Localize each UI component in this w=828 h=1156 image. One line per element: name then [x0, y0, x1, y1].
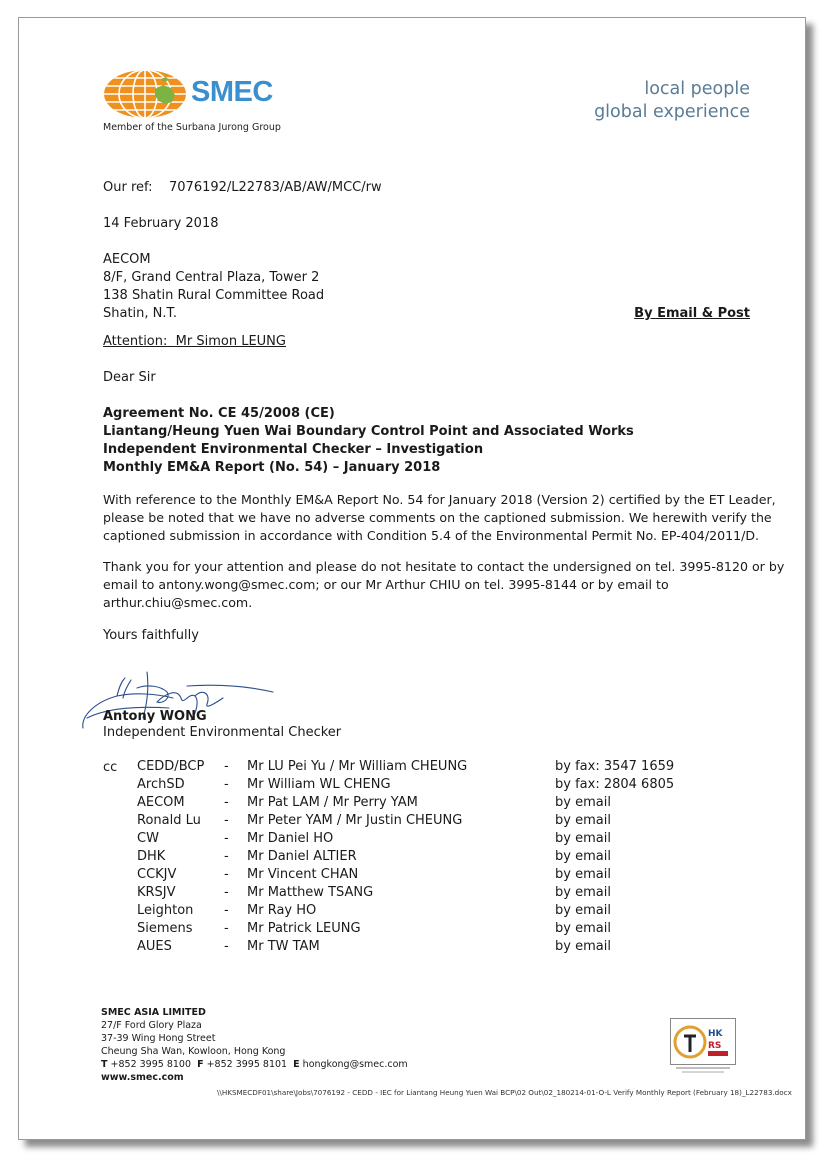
our-ref [103, 179, 382, 197]
subject-block [103, 405, 634, 477]
tagline [490, 78, 750, 124]
cc-dash: - [224, 759, 229, 774]
cc-row [103, 867, 803, 885]
footer-address-line: Cheung Sha Wan, Kowloon, Hong Kong [101, 1046, 286, 1057]
subject-line: Liantang/Heung Yuen Wai Boundary Control Point and Associated Works [103, 424, 634, 439]
attention-name: Mr Simon LEUNG [175, 334, 286, 349]
subject-line: Monthly EM&A Report (No. 54) – January 2018 [103, 460, 441, 475]
signer-title: Independent Environmental Checker [103, 725, 342, 740]
cc-org: AECOM [137, 795, 185, 810]
cc-row [103, 759, 803, 777]
paragraph-line: email to antony.wong@smec.com; or our Mr Arthur CHIU on tel. 3995-8144 or by email to [103, 577, 669, 592]
cc-name: Mr Pat LAM / Mr Perry YAM [247, 795, 418, 810]
cc-method: by email [555, 813, 611, 828]
cc-org: Leighton [137, 903, 194, 918]
cc-method: by fax: 3547 1659 [555, 759, 675, 774]
footer-website: www.smec.com [101, 1072, 184, 1083]
closing: Yours faithfully [103, 628, 199, 643]
cc-dash: - [224, 867, 229, 882]
footer-address-line: 37-39 Wing Hong Street [101, 1033, 216, 1044]
cc-dash: - [224, 903, 229, 918]
cc-org: CW [137, 831, 159, 846]
attention-line [103, 333, 286, 351]
cc-method: by email [555, 795, 611, 810]
cc-list [103, 759, 803, 959]
cc-row [103, 939, 803, 957]
file-path: \\HKSMECDF01\share\Jobs\7076192 - CEDD - IEC for Liantang Heung Yuen Wai BCP\02 Out\02_180214-01-O-L Verify Monthly Report (February 18)_L22783.docx [217, 1088, 792, 1097]
certification-seal [670, 1018, 736, 1074]
cc-method: by email [555, 831, 611, 846]
smec-wordmark: SMEC [191, 76, 273, 108]
cc-name: Mr Vincent CHAN [247, 867, 359, 882]
cc-dash: - [224, 795, 229, 810]
cc-org: CEDD/BCP [137, 759, 205, 774]
cc-name: Mr TW TAM [247, 939, 320, 954]
paragraph-line: Thank you for your attention and please do not hesitate to contact the undersigned on tel. 3995-8120 or by [103, 559, 785, 574]
member-line: Member of the Surbana Jurong Group [103, 122, 281, 133]
cc-name: Mr Daniel HO [247, 831, 334, 846]
signer-name: Antony WONG [103, 709, 207, 724]
address-line: 138 Shatin Rural Committee Road [103, 288, 325, 303]
cc-row [103, 831, 803, 849]
address-line: AECOM [103, 252, 151, 267]
cc-name: Mr William WL CHENG [247, 777, 391, 792]
cc-method: by email [555, 903, 611, 918]
ref-value: 7076192/L22783/AB/AW/MCC/rw [169, 180, 382, 195]
address-line: Shatin, N.T. [103, 306, 178, 321]
cc-org: Siemens [137, 921, 193, 936]
cc-row [103, 795, 803, 813]
footer-address [101, 1006, 408, 1084]
cc-org: ArchSD [137, 777, 185, 792]
smec-globe-icon [103, 69, 187, 119]
cc-dash: - [224, 849, 229, 864]
salutation: Dear Sir [103, 370, 156, 385]
cc-row [103, 903, 803, 921]
paragraph-line: please be noted that we have no adverse comments on the captioned submission. We herewith verify the [103, 510, 772, 525]
svg-text:HK: HK [708, 1029, 723, 1039]
attention-label: Attention: [103, 334, 168, 349]
address-line: 8/F, Grand Central Plaza, Tower 2 [103, 270, 320, 285]
cc-name: Mr Peter YAM / Mr Justin CHEUNG [247, 813, 463, 828]
cc-dash: - [224, 921, 229, 936]
cc-row [103, 777, 803, 795]
svg-text:RS: RS [708, 1041, 722, 1051]
subject-line: Agreement No. CE 45/2008 (CE) [103, 406, 335, 421]
footer-contact-line: T +852 3995 8100 F +852 3995 8101 E hongkong@smec.com [101, 1059, 408, 1070]
delivery-method: By Email & Post [634, 306, 750, 321]
cc-dash: - [224, 777, 229, 792]
cc-method: by email [555, 885, 611, 900]
cc-method: by email [555, 849, 611, 864]
cc-row [103, 921, 803, 939]
cc-name: Mr Patrick LEUNG [247, 921, 361, 936]
paragraph-contact [103, 558, 784, 612]
cc-org: Ronald Lu [137, 813, 201, 828]
cc-org: CCKJV [137, 867, 177, 882]
cc-row [103, 849, 803, 867]
cc-method: by email [555, 939, 611, 954]
cc-org: KRSJV [137, 885, 176, 900]
tagline-line-1: local people [644, 79, 750, 99]
cc-name: Mr LU Pei Yu / Mr William CHEUNG [247, 759, 468, 774]
cc-org: DHK [137, 849, 166, 864]
cc-dash: - [224, 885, 229, 900]
cc-row [103, 885, 803, 903]
paragraph-line: captioned submission in accordance with Condition 5.4 of the Environmental Permit No. EP-404/2011/D. [103, 528, 760, 543]
cc-dash: - [224, 813, 229, 828]
cc-method: by email [555, 921, 611, 936]
subject-line: Independent Environmental Checker – Investigation [103, 442, 484, 457]
cc-dash: - [224, 831, 229, 846]
cc-name: Mr Matthew TSANG [247, 885, 374, 900]
letter-page [18, 17, 806, 1140]
cc-org: AUES [137, 939, 172, 954]
cc-method: by fax: 2804 6805 [555, 777, 675, 792]
cc-row [103, 813, 803, 831]
paragraph-line: arthur.chiu@smec.com. [103, 595, 253, 610]
letter-date: 14 February 2018 [103, 216, 219, 231]
cc-label: cc [103, 760, 118, 775]
tagline-line-2: global experience [594, 102, 750, 122]
cc-dash: - [224, 939, 229, 954]
footer-address-line: 27/F Ford Glory Plaza [101, 1020, 202, 1031]
ref-label: Our ref: [103, 180, 153, 195]
cc-name: Mr Daniel ALTIER [247, 849, 357, 864]
recipient-address [103, 251, 324, 323]
paragraph-line: With reference to the Monthly EM&A Report No. 54 for January 2018 (Version 2) certified by the ET Leader, [103, 492, 776, 507]
cc-method: by email [555, 867, 611, 882]
paragraph-verification [103, 491, 776, 545]
cc-name: Mr Ray HO [247, 903, 317, 918]
footer-company: SMEC ASIA LIMITED [101, 1007, 206, 1018]
